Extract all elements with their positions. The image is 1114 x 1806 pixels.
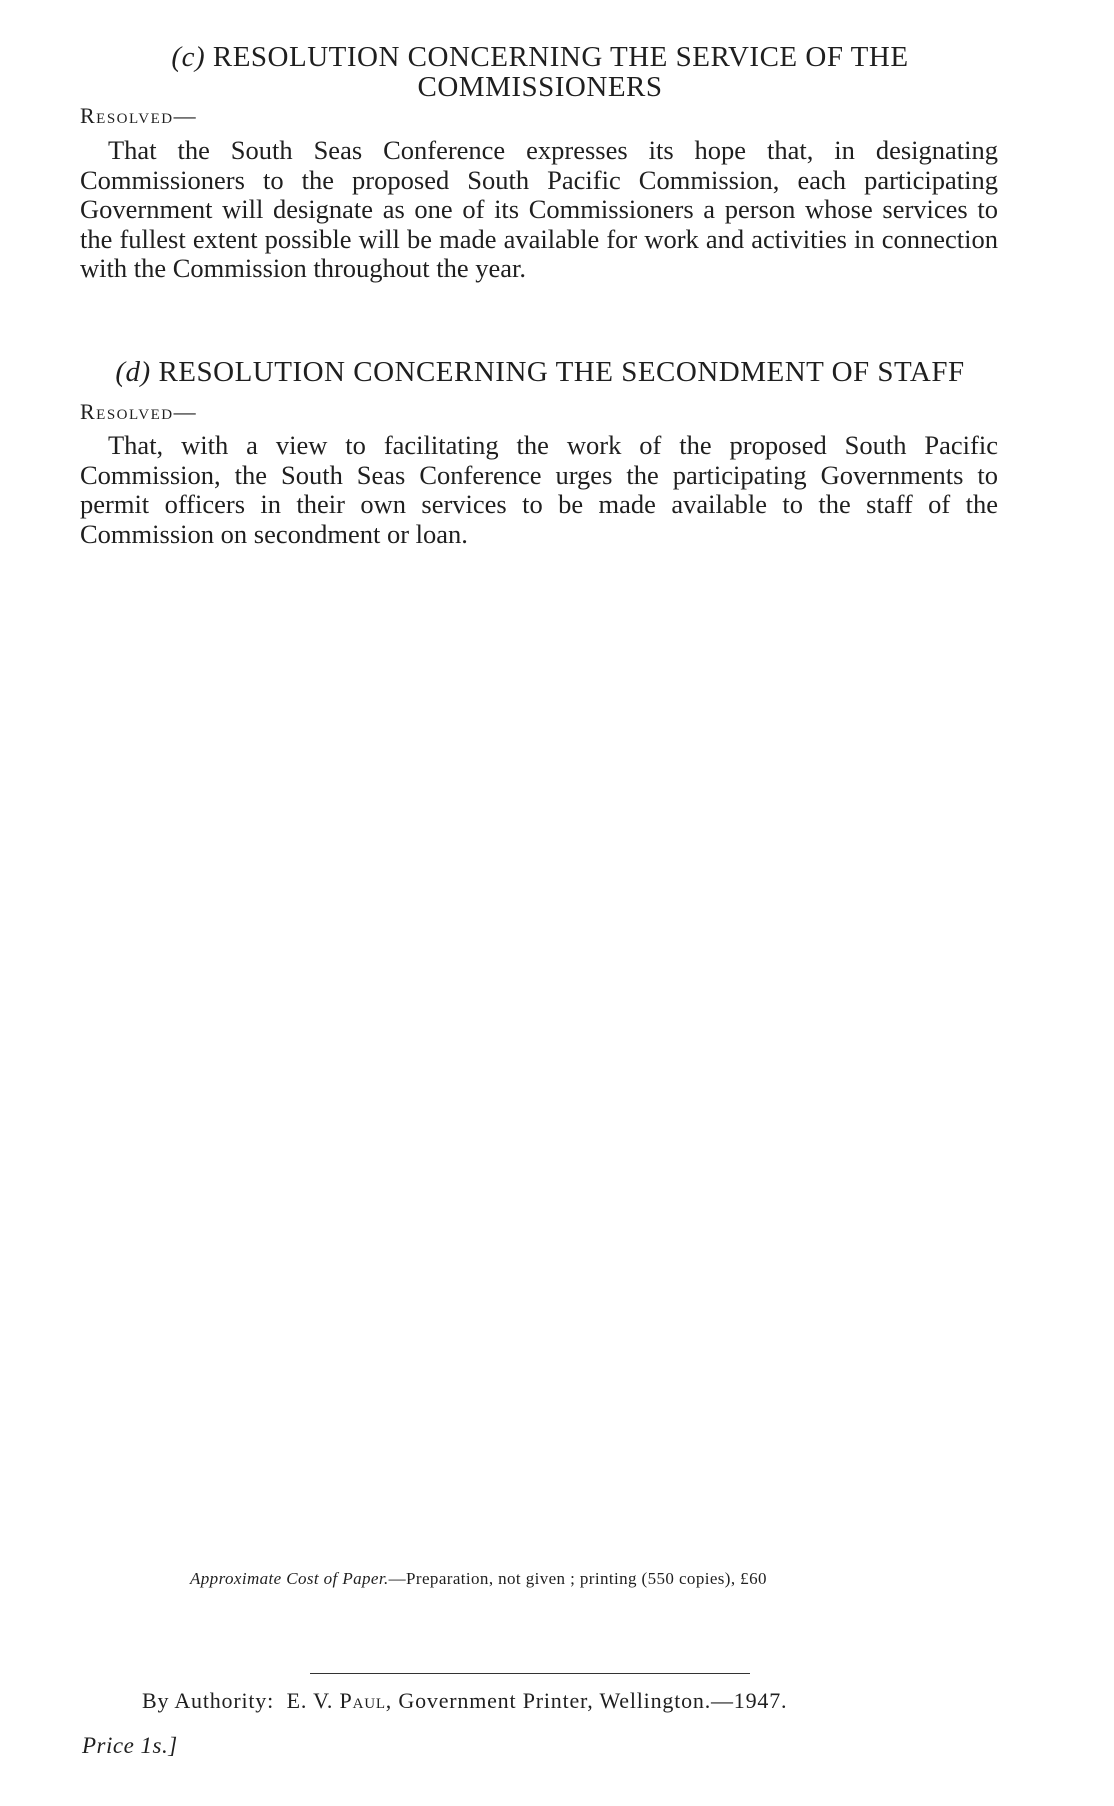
authority-prefix: By Authority: bbox=[142, 1688, 275, 1713]
section-c-heading-line1: RESOLUTION CONCERNING THE SERVICE OF THE bbox=[212, 41, 909, 73]
price: Price 1s.] bbox=[82, 1733, 178, 1758]
authority-name: E. V. Paul, bbox=[286, 1688, 393, 1713]
printer-authority bbox=[142, 1688, 787, 1714]
section-d-letter: (d) bbox=[115, 356, 151, 388]
section-c-heading-line2: COMMISSIONERS bbox=[417, 71, 663, 103]
cost-of-paper bbox=[190, 1569, 920, 1589]
authority-rest: Government Printer, Wellington.—1947. bbox=[398, 1688, 788, 1713]
section-d-heading bbox=[80, 357, 1000, 387]
section-d-body: That, with a view to facilitating the work of the proposed South Pacific Commission, the South Seas Conference urges the participating Governments to permit officers in their own services to be made available to the staff of the Commission on secondment or loan. bbox=[80, 430, 998, 549]
section-c-body: That the South Seas Conference expresses its hope that, in designating Commissioners to the proposed South Pacific Commission, each participating Government will designate as one of its Commissioners a person whose services to the fullest extent possible will be made available for work and activities in connection with the Commission throughout the year. bbox=[80, 135, 998, 283]
cost-label: Approximate Cost of Paper. bbox=[190, 1569, 389, 1588]
section-d-heading-text: RESOLUTION CONCERNING THE SECONDMENT OF STAFF bbox=[158, 356, 965, 388]
cost-text: —Preparation, not given ; printing (550 copies), £60 bbox=[388, 1569, 767, 1588]
footer-divider bbox=[310, 1673, 750, 1674]
section-c-heading bbox=[80, 42, 1000, 102]
section-c-resolved: Resolved— bbox=[80, 103, 198, 128]
section-d-resolved: Resolved— bbox=[80, 399, 198, 424]
section-c-letter: (c) bbox=[171, 41, 206, 73]
